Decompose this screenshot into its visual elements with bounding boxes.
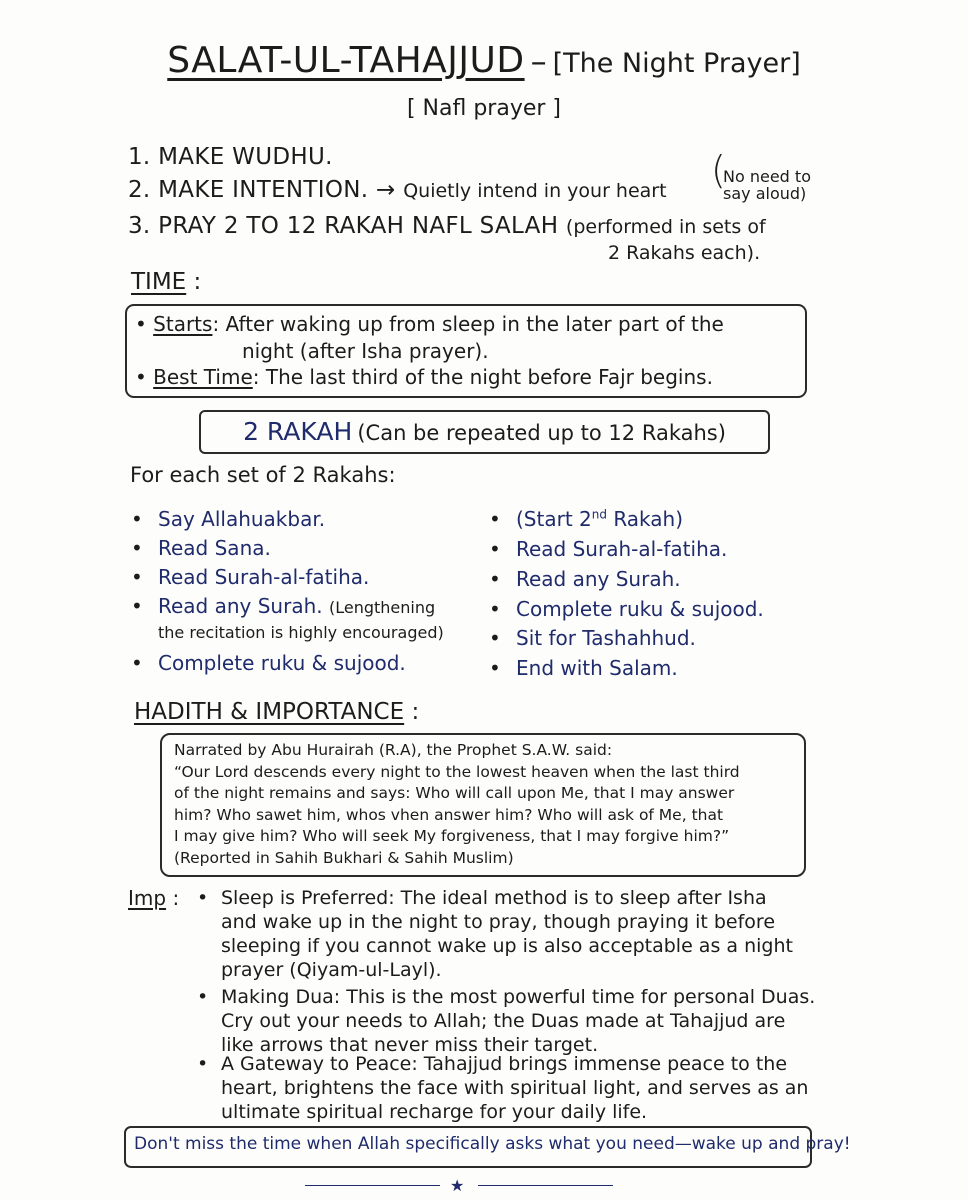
imp-bullet-sleep <box>197 886 793 982</box>
hadith-line: “Our Lord descends every night to the lowest heaven when the last third <box>174 762 740 781</box>
bullet: • <box>135 365 147 389</box>
title-dash: – <box>530 42 547 80</box>
list-item <box>131 594 435 618</box>
list-item-note-2: the recitation is highly encouraged) <box>158 623 444 642</box>
bullet: • <box>131 565 143 589</box>
page-title <box>0 40 968 81</box>
list-item <box>131 651 406 675</box>
title-sub: [The Night Prayer] <box>552 48 801 79</box>
time-best <box>135 365 713 389</box>
imp-line: prayer (Qiyam-ul-Layl). <box>221 959 442 981</box>
imp-line: Sleep is Preferred: The ideal method is to sleep after Isha <box>221 887 767 909</box>
list-item-text: (Start 2 <box>516 507 592 531</box>
list-item <box>131 507 325 531</box>
list-item <box>131 565 369 589</box>
step-pray-note: (performed in sets of <box>565 216 766 238</box>
time-starts-2: night (after Isha prayer). <box>242 339 489 363</box>
list-item <box>489 567 681 591</box>
bullet: • <box>197 986 209 1008</box>
imp-line: like arrows that never miss their target. <box>221 1034 599 1056</box>
bullet: • <box>131 507 143 531</box>
starts-text: : After waking up from sleep in the later part of the <box>212 312 724 336</box>
list-item-text: Read Surah-al-fatiha. <box>158 565 370 589</box>
bullet: • <box>135 312 147 336</box>
list-item <box>489 537 727 561</box>
divider-left <box>305 1185 440 1186</box>
imp-line: and wake up in the night to pray, though praying it before <box>221 911 776 933</box>
step-intention-aside <box>711 148 811 203</box>
imp-line: heart, brightens the face with spiritual light, and serves as an <box>221 1077 809 1099</box>
list-item <box>489 597 764 621</box>
list-item <box>489 626 696 650</box>
bullet: • <box>197 1053 209 1075</box>
bullet: • <box>131 651 143 675</box>
footer-message: Don't miss the time when Allah specifically asks what you need—wake up and pray! <box>134 1134 851 1154</box>
step-pray <box>128 213 766 239</box>
hadith-line: him? Who sawet him, whos vhen answer him? Who will ask of Me, that <box>174 805 724 824</box>
rakah-main: 2 RAKAH <box>243 417 353 446</box>
step-intention <box>128 177 667 203</box>
each-set-heading: For each set of 2 Rakahs: <box>130 463 396 487</box>
time-heading-label: TIME <box>131 269 187 295</box>
ordinal-suffix: nd <box>591 507 607 522</box>
hadith-line: of the night remains and says: Who will call upon Me, that I may answer <box>174 784 735 802</box>
imp-line: Cry out your needs to Allah; the Duas made at Tahajjud are <box>221 1010 786 1032</box>
rakah-note: (Can be repeated up to 12 Rakahs) <box>357 421 726 445</box>
bullet: • <box>489 537 501 561</box>
list-item-text: Complete ruku & sujood. <box>516 597 764 621</box>
imp-line: Making Dua: This is the most powerful time for personal Duas. <box>221 986 816 1008</box>
step-pray-label: 3. PRAY 2 TO 12 RAKAH NAFL SALAH <box>128 213 559 239</box>
list-item-text: Read Sana. <box>158 536 271 560</box>
time-heading <box>131 269 201 295</box>
starts-label: Starts <box>153 312 213 336</box>
list-item-text: Read any Surah. <box>516 567 681 591</box>
bullet: • <box>489 507 501 531</box>
arrow-right-icon: → <box>376 177 396 203</box>
imp-label-text: Imp <box>128 886 167 910</box>
bullet: • <box>489 626 501 650</box>
bullet: • <box>197 887 209 909</box>
list-item-text: Say Allahuakbar. <box>158 507 326 531</box>
list-item-text: Sit for Tashahhud. <box>516 626 696 650</box>
step-intention-note: Quietly intend in your heart <box>403 180 667 202</box>
list-item-text: Complete ruku & sujood. <box>158 651 406 675</box>
step-wudhu: 1. MAKE WUDHU. <box>128 144 333 170</box>
page-subtitle: [ Nafl prayer ] <box>406 96 562 121</box>
divider-right <box>478 1185 613 1186</box>
imp-label <box>128 886 179 910</box>
best-label: Best Time <box>153 365 253 389</box>
imp-line: ultimate spiritual recharge for your daily life. <box>221 1101 648 1123</box>
time-starts <box>135 312 724 336</box>
hadith-quote <box>174 740 798 869</box>
aside-line-2: say aloud) <box>723 184 807 203</box>
hadith-heading <box>134 699 419 725</box>
bullet: • <box>489 656 501 680</box>
list-item <box>489 507 683 531</box>
bullet: • <box>489 597 501 621</box>
list-item-text-post: Rakah) <box>606 507 684 531</box>
step-pray-note-2: 2 Rakahs each). <box>608 242 761 264</box>
aside-paren: ( <box>711 148 726 192</box>
imp-bullet-peace <box>197 1052 808 1124</box>
best-text: : The last third of the night before Fajr begins. <box>252 365 713 389</box>
step-intention-label: 2. MAKE INTENTION. <box>128 177 369 203</box>
bullet: • <box>131 536 143 560</box>
list-item-note: (Lengthening <box>328 598 436 617</box>
hadith-line: (Reported in Sahih Bukhari & Sahih Muslim) <box>174 848 514 867</box>
aside-line-1: No need to <box>723 167 811 186</box>
hadith-line: Narrated by Abu Hurairah (R.A), the Prophet S.A.W. said: <box>174 741 613 759</box>
bullet: • <box>131 594 143 618</box>
imp-line: A Gateway to Peace: Tahajjud brings immense peace to the <box>221 1053 788 1075</box>
hadith-heading-label: HADITH & IMPORTANCE <box>134 699 405 725</box>
list-item-text: End with Salam. <box>516 656 678 680</box>
list-item-text: Read Surah-al-fatiha. <box>516 537 728 561</box>
bullet: • <box>489 567 501 591</box>
imp-bullet-dua <box>197 985 815 1057</box>
list-item <box>489 656 678 680</box>
rakah-box <box>199 410 770 454</box>
imp-line: sleeping if you cannot wake up is also acceptable as a night <box>221 935 793 957</box>
star-icon: ★ <box>450 1176 465 1195</box>
time-heading-colon: : <box>193 269 202 295</box>
imp-label-colon: : <box>172 886 180 910</box>
title-main: SALAT-UL-TAHAJJUD <box>167 40 525 81</box>
hadith-line: I may give him? Who will seek My forgiveness, that I may forgive him?” <box>174 827 730 845</box>
list-item <box>131 536 271 560</box>
hadith-heading-colon: : <box>411 699 420 725</box>
list-item-text: Read any Surah. <box>158 594 323 618</box>
